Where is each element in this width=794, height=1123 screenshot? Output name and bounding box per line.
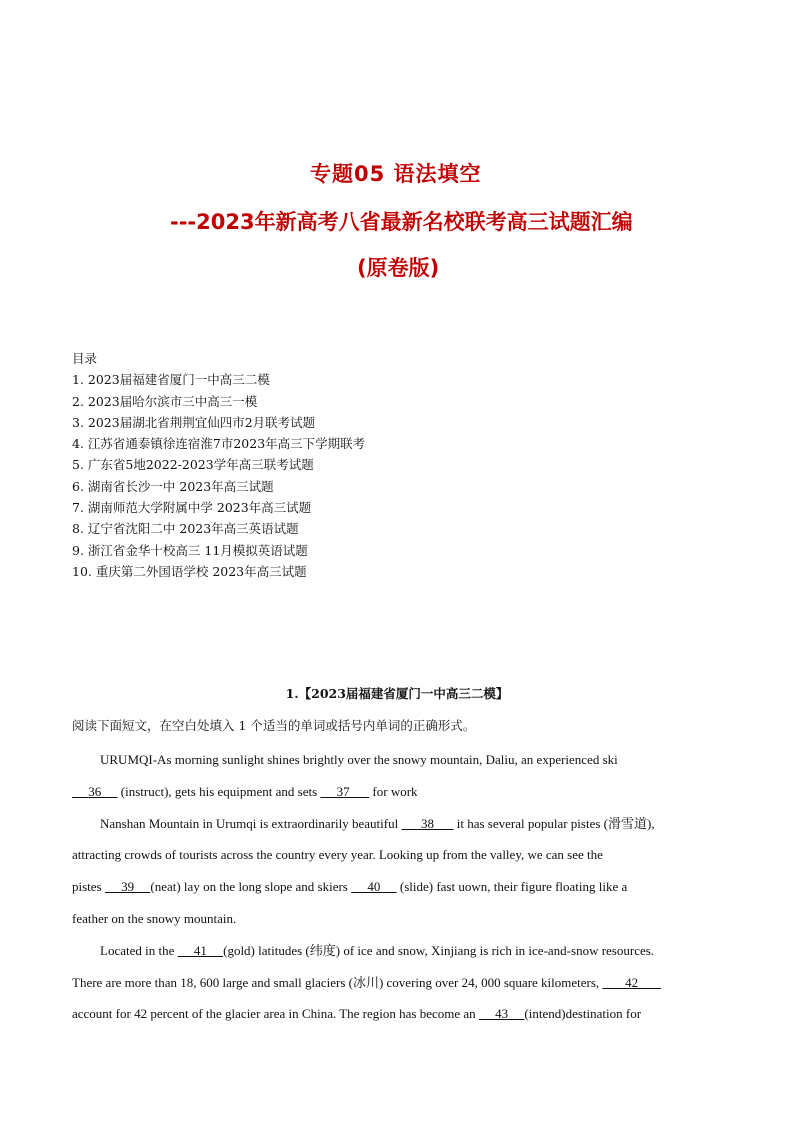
table-of-contents <box>72 348 365 582</box>
toc-item: 2. 2023届哈尔滨市三中高三一模 <box>72 393 258 409</box>
passage-line <box>72 967 720 999</box>
answer-blank[interactable]: 42 <box>602 974 661 990</box>
section-heading: 1.【2023届福建省厦门一中高三二模】 <box>285 686 509 701</box>
title-line-1: 专题05 语法填空 <box>310 162 482 186</box>
passage-line <box>72 935 720 967</box>
toc-item: 7. 湖南师范大学附属中学 2023年高三试题 <box>72 500 312 516</box>
passage-text: it has several popular pistes (滑雪道), <box>453 815 655 831</box>
answer-blank[interactable]: 43 <box>478 1006 525 1022</box>
passage-line <box>72 808 720 840</box>
passage-text: (slide) fast uown, their figure floating like a <box>396 879 628 895</box>
passage-line <box>72 903 720 935</box>
toc-item: 3. 2023届湖北省荆荆宜仙四市2月联考试题 <box>72 414 316 430</box>
toc-heading: 目录 <box>72 351 98 366</box>
answer-blank[interactable]: 41 <box>177 942 224 958</box>
passage-text: (neat) lay on the long slope and skiers <box>150 879 352 895</box>
toc-item: 4. 江苏省通泰镇徐连宿淮7市2023年高三下学期联考 <box>72 436 366 452</box>
title-line-2: ---2023年新高考八省最新名校联考高三试题汇编 <box>170 210 633 234</box>
passage-line <box>72 744 720 776</box>
passage-line <box>72 776 720 808</box>
exercise-passage <box>72 744 720 1030</box>
answer-blank[interactable]: 37 <box>320 783 370 799</box>
passage-text: Located in the <box>100 942 178 958</box>
passage-text: attracting crowds of tourists across the country every year. Looking up from the valley, we can see the <box>72 847 603 863</box>
passage-text: feather on the snowy mountain. <box>72 910 237 926</box>
passage-text: (instruct), gets his equipment and sets <box>117 783 321 799</box>
toc-item: 9. 浙江省金华十校高三 11月模拟英语试题 <box>72 542 308 558</box>
passage-text: URUMQI-As morning sunlight shines brightly over the snowy mountain, Daliu, an experienced ski <box>100 752 618 767</box>
answer-blank[interactable]: 38 <box>401 815 454 831</box>
toc-item: 8. 辽宁省沈阳二中 2023年高三英语试题 <box>72 521 299 537</box>
toc-item: 10. 重庆第二外国语学校 2023年高三试题 <box>72 563 307 579</box>
toc-item: 6. 湖南省长沙一中 2023年高三试题 <box>72 478 274 494</box>
toc-item: 1. 2023届福建省厦门一中高三二模 <box>72 372 270 388</box>
passage-text: Nanshan Mountain in Urumqi is extraordinarily beautiful <box>100 815 402 831</box>
passage-text: pistes <box>72 879 105 895</box>
answer-blank[interactable]: 36 <box>72 783 118 799</box>
toc-item: 5. 广东省5地2022-2023学年高三联考试题 <box>72 457 314 473</box>
answer-blank[interactable]: 39 <box>104 879 151 895</box>
passage-line <box>72 839 720 871</box>
title-line-3: (原卷版) <box>357 256 440 280</box>
passage-text: There are more than 18, 600 large and small glaciers (冰川) covering over 24, 000 square kilometers, <box>72 974 603 990</box>
passage-text: for work <box>369 783 418 799</box>
passage-text: account for 42 percent of the glacier area in China. The region has become an <box>72 1006 479 1022</box>
passage-line <box>72 871 720 903</box>
toc-list <box>72 369 365 582</box>
exercise-instruction: 阅读下面短文，在空白处填入 1 个适当的单词或括号内单词的正确形式。 <box>72 718 476 733</box>
passage-line <box>72 998 720 1030</box>
answer-blank[interactable]: 40 <box>351 879 397 895</box>
passage-text: (intend)destination for <box>524 1006 642 1022</box>
passage-text: (gold) latitudes (纬度) of ice and snow, Xinjiang is rich in ice-and-snow resources. <box>223 942 655 958</box>
